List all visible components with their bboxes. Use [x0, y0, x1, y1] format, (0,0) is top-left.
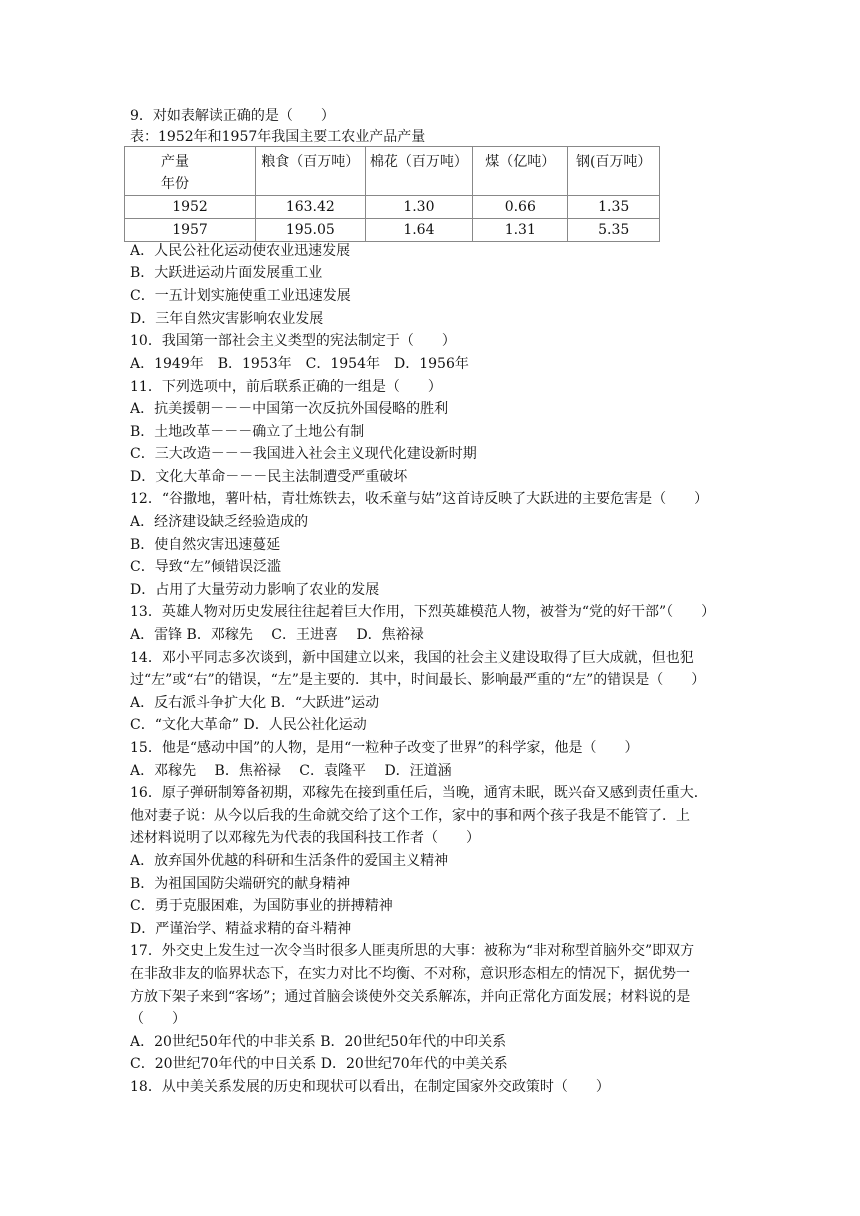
table-cell: 195.05 — [256, 219, 366, 242]
option-line: A．邓稼先 B．焦裕禄 C．袁隆平 D．汪道涵 — [130, 763, 452, 779]
question-16: 16．原子弹研制筹备初期，邓稼先在接到重任后，当晚，通宵未眠，既兴奋又感到责任重大． — [130, 785, 708, 801]
option-line: B．大跃进运动片面发展重工业 — [130, 265, 323, 281]
option-line: C．三大改造－－－我国进入社会主义现代化建设新时期 — [130, 446, 477, 462]
question-9: 9．对如表解读正确的是（ ） — [130, 108, 335, 124]
option-line: A．反右派斗争扩大化 B．“大跃进”运动 — [130, 695, 380, 711]
question-12: 12．“谷撒地，薯叶枯，青壮炼铁去，收禾童与姑”这首诗反映了大跃进的主要危害是（ ） — [130, 491, 709, 507]
question-16-cont: 述材料说明了以邓稼先为代表的我国科技工作者（ ） — [130, 830, 480, 846]
question-14: 14．邓小平同志多次谈到，新中国建立以来，我国的社会主义建设取得了巨大成就，但也犯 — [130, 650, 694, 666]
question-15: 15．他是“感动中国”的人物，是用“一粒种子改变了世界”的科学家，他是（ ） — [130, 740, 639, 756]
option-line: B．为祖国国防尖端研究的献身精神 — [130, 876, 351, 892]
question-11: 11．下列选项中，前后联系正确的一组是（ ） — [130, 379, 442, 395]
question-14-cont: 过“左”或“右”的错误，“左”是主要的．其中，时间最长、影响最严重的“左”的错误是（ ） — [130, 672, 706, 688]
column-header: 粮食（百万吨） — [256, 147, 366, 196]
option-line: C．勇于克服困难，为国防事业的拼搏精神 — [130, 898, 393, 914]
table-cell: 163.42 — [256, 196, 366, 219]
table-cell: 1.64 — [365, 219, 473, 242]
table-corner-header — [125, 147, 256, 196]
table-header-row — [125, 147, 660, 196]
option-line: A．1949年 B．1953年 C．1954年 D．1956年 — [130, 356, 469, 372]
table-caption: 表：1952年和1957年我国主要工农业产品产量 — [130, 129, 426, 145]
option-line: A．经济建设缺乏经验造成的 — [130, 514, 309, 530]
question-10: 10．我国第一部社会主义类型的宪法制定于（ ） — [130, 333, 456, 349]
question-17-cont: （ ） — [130, 1011, 186, 1027]
table-row — [125, 219, 660, 242]
option-line: A．20世纪50年代的中非关系 B．20世纪50年代的中印关系 — [130, 1034, 507, 1050]
table-cell: 5.35 — [568, 219, 660, 242]
option-line: D．严谨治学、精益求精的奋斗精神 — [130, 921, 352, 937]
option-line: A．放弃国外优越的科研和生活条件的爱国主义精神 — [130, 853, 449, 869]
column-header: 棉花（百万吨） — [365, 147, 473, 196]
question-16-cont: 他对妻子说：从今以后我的生命就交给了这个工作，家中的事和两个孩子我是不能管了．上 — [130, 808, 690, 824]
option-line: D．占用了大量劳动力影响了农业的发展 — [130, 582, 380, 598]
option-line: A．抗美援朝－－－中国第一次反抗外国侵略的胜利 — [130, 401, 449, 417]
question-17: 17．外交史上发生过一次令当时很多人匪夷所思的大事：被称为“非对称型首脑外交”即双方 — [130, 943, 695, 959]
column-header: 钢(百万吨） — [568, 147, 660, 196]
option-line: D．三年自然灾害影响农业发展 — [130, 311, 324, 327]
question-17-cont: 在非敌非友的临界状态下，在实力对比不均衡、不对称，意识形态相左的情况下，据优势一 — [130, 966, 690, 982]
production-table — [124, 146, 660, 242]
table-cell: 0.66 — [473, 196, 568, 219]
option-line: C．20世纪70年代的中日关系 D．20世纪70年代的中美关系 — [130, 1056, 508, 1072]
table-cell-year: 1952 — [125, 196, 256, 219]
header-year: 年份 — [161, 176, 189, 192]
column-header: 煤（亿吨） — [473, 147, 568, 196]
question-13: 13．英雄人物对历史发展往往起着巨大作用，下烈英雄模范人物，被誉为“党的好干部”（ ） — [130, 604, 716, 620]
option-line: C．“文化大革命” D．人民公社化运动 — [130, 717, 367, 733]
option-line: B．使自然灾害迅速蔓延 — [130, 537, 281, 553]
table-cell: 1.35 — [568, 196, 660, 219]
table-row — [125, 196, 660, 219]
option-line: B．土地改革－－－确立了土地公有制 — [130, 424, 365, 440]
question-17-cont: 方放下架子来到“客场”；通过首脑会谈使外交关系解冻，并向正常化方面发展；材料说的是 — [130, 989, 691, 1005]
option-line: C．导致“左”倾错误泛滥 — [130, 559, 282, 575]
table-cell: 1.30 — [365, 196, 473, 219]
option-line: C．一五计划实施使重工业迅速发展 — [130, 288, 351, 304]
option-line: A．人民公社化运动使农业迅速发展 — [130, 243, 351, 259]
question-18: 18．从中美关系发展的历史和现状可以看出，在制定国家外交政策时（ ） — [130, 1079, 610, 1095]
option-line: D．文化大革命－－－民主法制遭受严重破坏 — [130, 469, 408, 485]
header-quantity: 产量 — [161, 154, 189, 170]
table-cell-year: 1957 — [125, 219, 256, 242]
table-cell: 1.31 — [473, 219, 568, 242]
option-line: A．雷锋 B．邓稼先 C．王进喜 D．焦裕禄 — [130, 627, 424, 643]
